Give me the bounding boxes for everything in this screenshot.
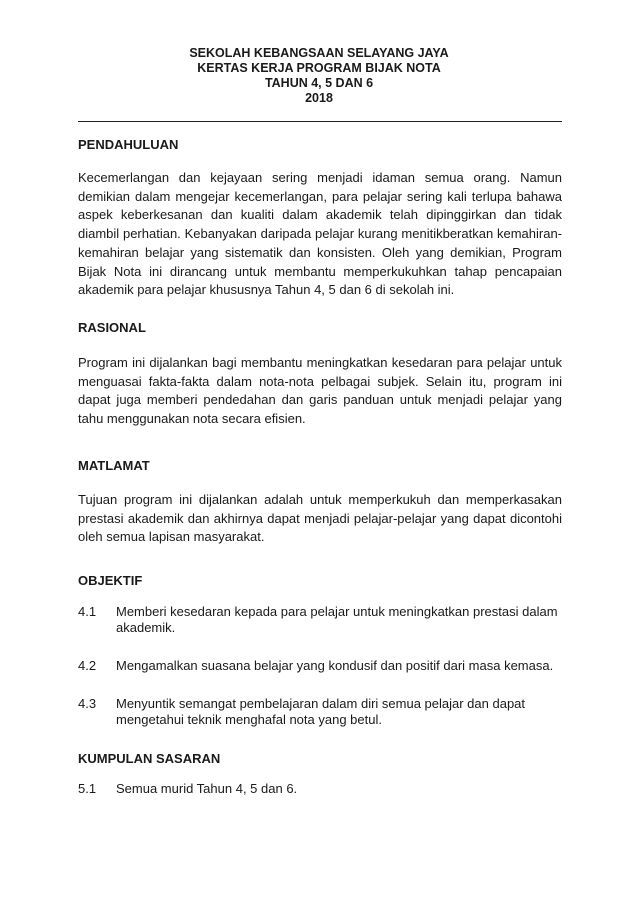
list-item bbox=[78, 696, 562, 728]
section-title-rasional: RASIONAL bbox=[78, 320, 146, 335]
paper-grades: TAHUN 4, 5 DAN 6 bbox=[264, 76, 374, 90]
list-item bbox=[78, 658, 562, 674]
section-body-rasional: Program ini dijalankan bagi membantu meningkatkan kesedaran para pelajar untuk menguasai fakta-fakta dalam nota-nota pelbagai subjek. Selain itu, program ini dapat juga memberi pendedahan dan garis panduan untuk menjadi pelajar yang tahu menggunakan nota secara efisien. bbox=[78, 355, 562, 427]
kumpulan-sasaran-list bbox=[78, 781, 562, 819]
list-item bbox=[78, 781, 562, 797]
list-item bbox=[78, 604, 562, 636]
section-title-matlamat: MATLAMAT bbox=[78, 458, 150, 473]
section-title-kumpulan-sasaran: KUMPULAN SASARAN bbox=[78, 751, 221, 766]
item-number: 4.2 bbox=[78, 658, 97, 673]
paper-title: KERTAS KERJA PROGRAM BIJAK NOTA bbox=[197, 61, 441, 75]
objektif-list bbox=[78, 604, 562, 750]
document-header bbox=[0, 46, 638, 106]
item-text: Mengamalkan suasana belajar yang kondusif dan positif dari masa kemasa. bbox=[116, 658, 554, 673]
section-title-objektif: OBJEKTIF bbox=[78, 573, 143, 588]
section-body-matlamat: Tujuan program ini dijalankan adalah untuk memperkukuh dan memperkasakan prestasi akademik dan akhirnya dapat menjadi pelajar-pelajar yang dapat dicontohi oleh semua lapisan masyarakat. bbox=[78, 492, 562, 545]
section-title-pendahuluan: PENDAHULUAN bbox=[78, 137, 179, 152]
item-number: 4.1 bbox=[78, 604, 97, 619]
item-number: 4.3 bbox=[78, 696, 97, 711]
item-text: Semua murid Tahun 4, 5 dan 6. bbox=[116, 781, 298, 796]
item-text: Menyuntik semangat pembelajaran dalam diri semua pelajar dan dapat mengetahui teknik menghafal nota yang betul. bbox=[116, 696, 526, 727]
item-number: 5.1 bbox=[78, 781, 97, 796]
paper-year: 2018 bbox=[305, 91, 333, 105]
school-name: SEKOLAH KEBANGSAAN SELAYANG JAYA bbox=[189, 46, 449, 60]
item-text: Memberi kesedaran kepada para pelajar untuk meningkatkan prestasi dalam akademik. bbox=[116, 604, 558, 635]
header-divider bbox=[78, 121, 562, 122]
section-body-pendahuluan: Kecemerlangan dan kejayaan sering menjadi idaman semua orang. Namun demikian dalam mengejar kecemerlangan, para pelajar sering kali terlupa bahawa aspek keberkesanan dan kualiti dalam akademik telah dipinggirkan dan tidak diambil perhatian. Kebanyakan daripada pelajar kurang menitikberatkan kemahiran-kemahiran belajar yang sistematik dan konsisten. Oleh yang demikian, Program Bijak Nota ini dirancang untuk membantu memperkukuhkan tahap pencapaian akademik para pelajar khususnya Tahun 4, 5 dan 6 di sekolah ini. bbox=[78, 170, 562, 298]
